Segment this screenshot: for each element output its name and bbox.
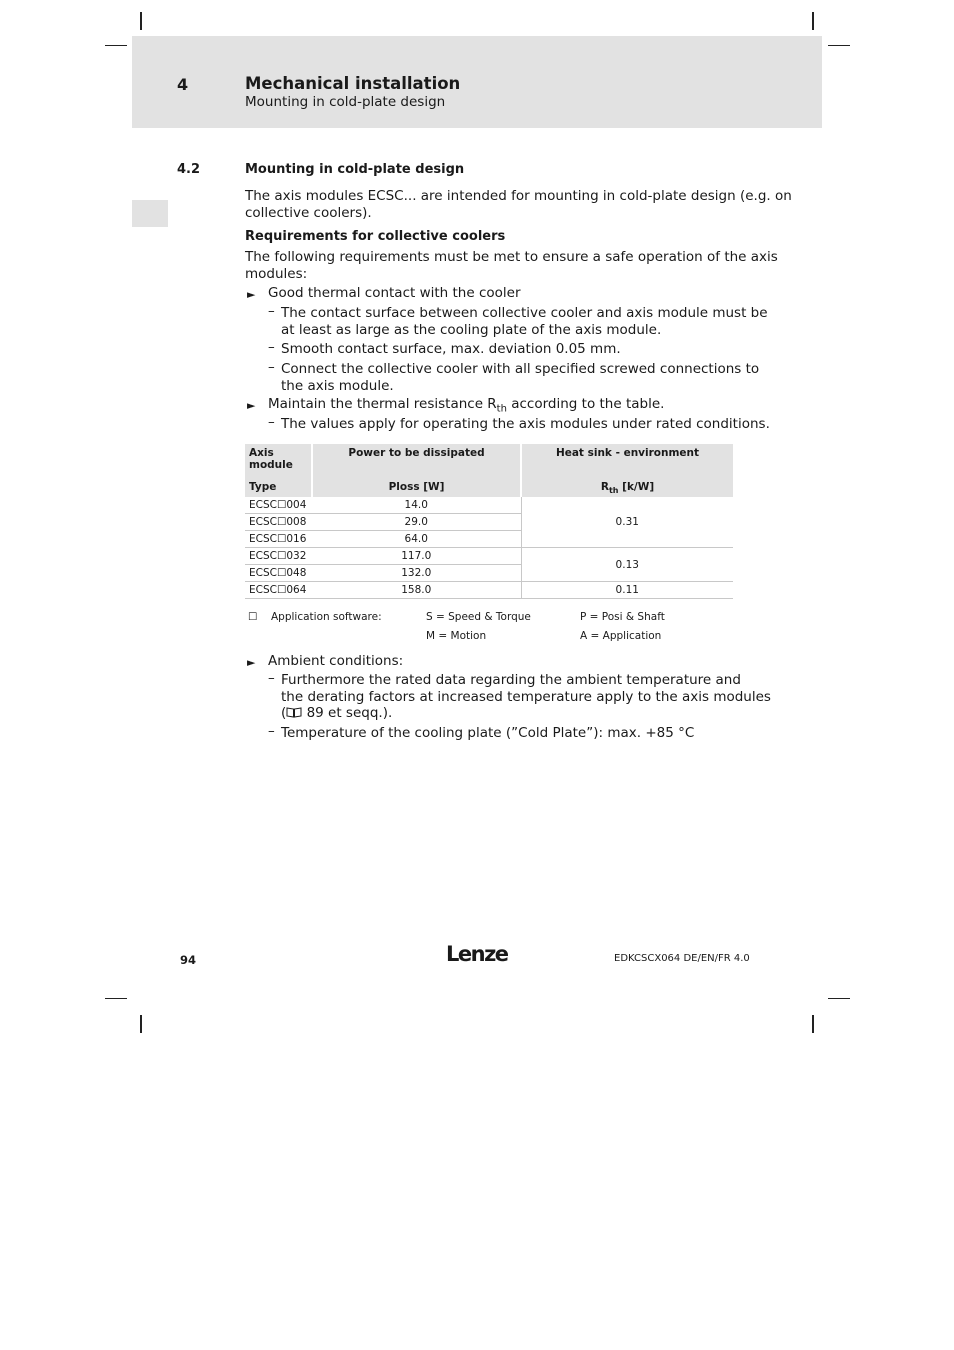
table-cell: ECSC☐008 bbox=[245, 514, 312, 531]
table-header-cell: Heat sink - environment bbox=[521, 444, 733, 478]
table-cell: 0.13 bbox=[521, 548, 733, 582]
table-header-row bbox=[245, 444, 733, 478]
table-row bbox=[245, 548, 733, 565]
crop-mark bbox=[105, 998, 127, 999]
section-title: Mounting in cold-plate design bbox=[245, 162, 465, 177]
table-cell: ECSC☐048 bbox=[245, 565, 312, 582]
table-cell: ECSC☐064 bbox=[245, 582, 312, 599]
list-item: Maintain the thermal resistance $R_{th}$ according to the table. bbox=[268, 396, 665, 415]
sub-list-item: Temperature of the cooling plate (”Cold Plate”): max. +85 °C bbox=[281, 725, 695, 741]
sub-list-item: Furthermore the rated data regarding the ambient temperature and the derating factors at increased temperature apply to the axis modules ( 89 et seqq.). bbox=[281, 672, 771, 721]
dash-bullet: – bbox=[268, 723, 275, 739]
table-header-row bbox=[245, 478, 733, 497]
table-cell: 158.0 bbox=[312, 582, 521, 599]
crop-mark bbox=[812, 12, 814, 30]
table-row bbox=[245, 497, 733, 514]
dash-bullet: – bbox=[268, 303, 275, 319]
lenze-logo: Lenze bbox=[446, 942, 508, 966]
chapter-subtitle: Mounting in cold-plate design bbox=[245, 94, 446, 110]
crop-mark bbox=[828, 998, 850, 999]
crop-mark bbox=[828, 45, 850, 46]
crop-mark bbox=[140, 12, 142, 30]
table-header-cell: Power to be dissipated bbox=[312, 444, 521, 478]
sub-list-item: The values apply for operating the axis modules under rated conditions. bbox=[281, 416, 770, 432]
table-cell: 117.0 bbox=[312, 548, 521, 565]
table-cell: 29.0 bbox=[312, 514, 521, 531]
document-id: EDKCSCX064 DE/EN/FR 4.0 bbox=[614, 953, 750, 964]
table-cell: 0.11 bbox=[521, 582, 733, 599]
requirements-heading: Requirements for collective coolers bbox=[245, 229, 506, 244]
table-cell: ECSC☐032 bbox=[245, 548, 312, 565]
table-cell: 14.0 bbox=[312, 497, 521, 514]
intro-paragraph: The axis modules ECSC... are intended for mounting in cold-plate design (e.g. on collective coolers). bbox=[245, 188, 792, 221]
placeholder-box-icon: ☐ bbox=[248, 611, 258, 623]
section-number: 4.2 bbox=[177, 162, 201, 177]
book-icon bbox=[286, 707, 302, 718]
crop-mark bbox=[140, 1015, 142, 1033]
list-item: Good thermal contact with the cooler bbox=[268, 285, 521, 301]
sub-list-item: Connect the collective cooler with all specified screwed connections to the axis module. bbox=[281, 361, 760, 394]
dash-bullet: – bbox=[268, 359, 275, 375]
dash-bullet: – bbox=[268, 414, 275, 430]
dash-bullet: – bbox=[268, 339, 275, 355]
bullet-arrow-icon: ► bbox=[247, 656, 256, 669]
table-cell: ECSC☐016 bbox=[245, 531, 312, 548]
legend-item: P = Posi & Shaft bbox=[580, 611, 665, 623]
list-item: Ambient conditions: bbox=[268, 653, 404, 669]
chapter-header bbox=[132, 36, 822, 128]
chapter-number: 4 bbox=[177, 75, 189, 94]
thermal-resistance-table bbox=[245, 444, 733, 599]
crop-mark bbox=[105, 45, 127, 46]
table-header-cell: Type bbox=[245, 478, 312, 497]
legend-label: Application software: bbox=[271, 611, 382, 623]
sub-list-item: Smooth contact surface, max. deviation 0.05 mm. bbox=[281, 341, 621, 357]
legend-item: A = Application bbox=[580, 630, 662, 642]
bullet-arrow-icon: ► bbox=[247, 288, 256, 301]
table-cell: 0.31 bbox=[521, 497, 733, 548]
table-cell: ECSC☐004 bbox=[245, 497, 312, 514]
legend-item: S = Speed & Torque bbox=[426, 611, 531, 623]
dash-bullet: – bbox=[268, 670, 275, 686]
sub-list-item: The contact surface between collective cooler and axis module must be at least as large as the cooling plate of the axis module. bbox=[281, 305, 768, 338]
table-header-cell: Axis module bbox=[245, 444, 312, 478]
table-header-cell: Ploss [W] bbox=[312, 478, 521, 497]
bullet-arrow-icon: ► bbox=[247, 399, 256, 412]
chapter-side-tab bbox=[132, 200, 168, 227]
table-header-cell: $R_{th}$ [k/W] bbox=[521, 478, 733, 497]
crop-mark bbox=[812, 1015, 814, 1033]
table-row bbox=[245, 582, 733, 599]
table-cell: 132.0 bbox=[312, 565, 521, 582]
table-cell: 64.0 bbox=[312, 531, 521, 548]
chapter-title: Mechanical installation bbox=[245, 74, 461, 93]
legend-item: M = Motion bbox=[426, 630, 487, 642]
page-number: 94 bbox=[180, 953, 197, 967]
requirements-text: The following requirements must be met to ensure a safe operation of the axis modules: bbox=[245, 249, 778, 282]
